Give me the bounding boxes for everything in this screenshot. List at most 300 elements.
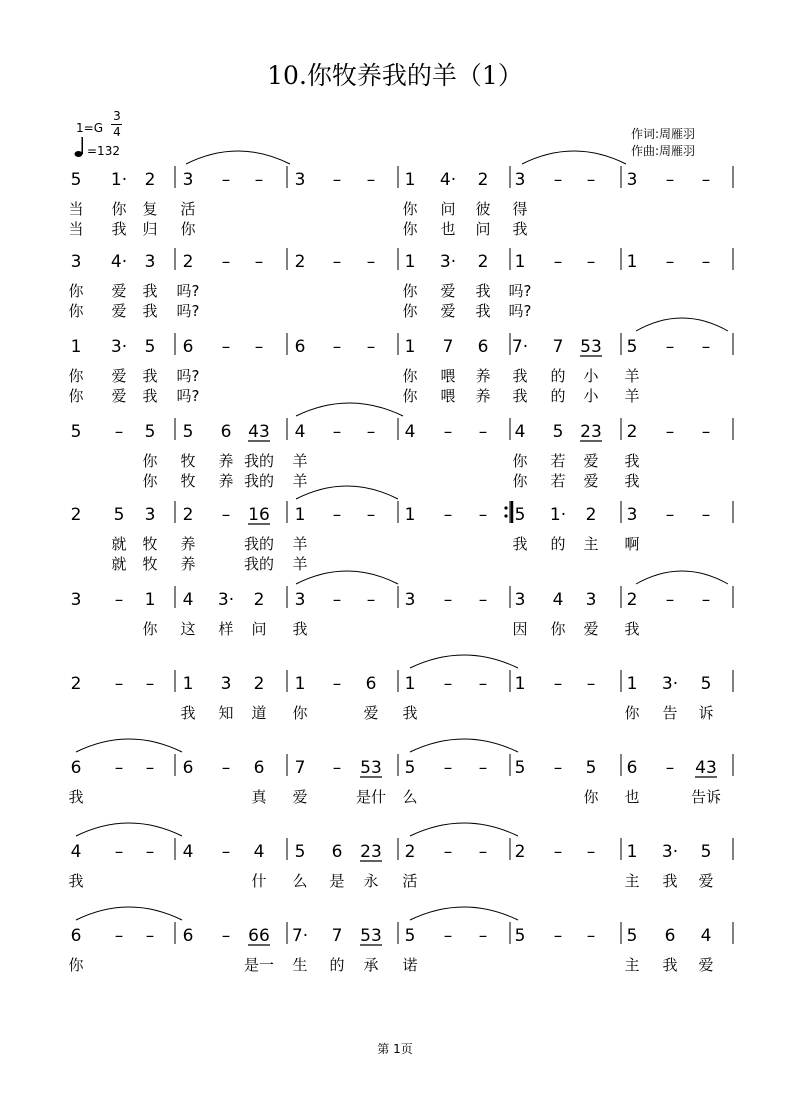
- jianpu-note: –: [221, 842, 231, 862]
- lyric-syllable: 养: [218, 452, 234, 470]
- lyricist-credit: 作词:周雁羽: [631, 127, 696, 141]
- lyric-syllable: 养: [475, 387, 491, 405]
- jianpu-note: 6: [70, 926, 82, 946]
- jianpu-note: 3: [220, 674, 232, 694]
- jianpu-note: 16: [248, 505, 270, 525]
- jianpu-note: –: [254, 252, 264, 272]
- jianpu-note: –: [221, 170, 231, 190]
- jianpu-note: –: [114, 842, 124, 862]
- tempo-marking: =132: [87, 144, 120, 158]
- jianpu-note: 6: [294, 337, 306, 357]
- lyric-syllable: 活: [180, 200, 196, 218]
- jianpu-note: –: [701, 505, 711, 525]
- lyric-syllable: 真: [251, 788, 267, 806]
- lyric-syllable: 养: [475, 367, 491, 385]
- jianpu-note: –: [665, 422, 675, 442]
- lyric-syllable: 爱: [583, 452, 599, 470]
- jianpu-note: 2: [253, 674, 265, 694]
- lyric-syllable: 若: [550, 452, 566, 470]
- tie-arc: [76, 907, 182, 920]
- lyric-syllable: 我: [624, 620, 640, 638]
- jianpu-note: 3: [70, 252, 82, 272]
- lyric-syllable: 道: [251, 704, 267, 722]
- lyric-syllable: 生: [292, 956, 308, 974]
- time-signature-top: 3: [113, 109, 121, 123]
- lyric-syllable: 也: [440, 220, 456, 238]
- jianpu-note: 3·: [110, 337, 128, 357]
- lyric-syllable: 小: [583, 387, 599, 405]
- lyric-syllable: 我: [662, 872, 678, 890]
- lyric-syllable: 你: [402, 387, 418, 405]
- jianpu-note: 7: [294, 758, 306, 778]
- lyric-syllable: 我: [292, 620, 308, 638]
- jianpu-note: 3·: [661, 674, 679, 694]
- jianpu-note: –: [443, 842, 453, 862]
- jianpu-note: 6: [365, 674, 377, 694]
- tie-arc: [296, 403, 403, 416]
- jianpu-note: 6: [477, 337, 489, 357]
- lyric-syllable: 因: [512, 620, 528, 638]
- time-signature-bottom: 4: [113, 125, 121, 139]
- lyric-syllable: 你: [512, 452, 528, 470]
- lyric-syllable: 你: [180, 220, 196, 238]
- lyric-syllable: 你: [68, 282, 84, 300]
- lyric-syllable: 牧: [142, 535, 158, 553]
- lyric-syllable: 得: [512, 200, 528, 218]
- lyric-syllable: 你: [68, 302, 84, 320]
- jianpu-note: 6: [70, 758, 82, 778]
- song-title: 10.你牧养我的羊（1）: [267, 61, 523, 90]
- lyric-syllable: 爱: [292, 788, 308, 806]
- jianpu-note: 5: [514, 505, 526, 525]
- jianpu-note: 6: [182, 926, 194, 946]
- lyric-syllable: 我: [180, 704, 196, 722]
- jianpu-note: 6: [220, 422, 232, 442]
- jianpu-note: –: [114, 926, 124, 946]
- jianpu-note: –: [701, 422, 711, 442]
- jianpu-note: –: [586, 170, 596, 190]
- lyric-syllable: 的: [550, 387, 566, 405]
- lyric-syllable: 喂: [440, 387, 456, 405]
- lyric-syllable: 你: [142, 620, 158, 638]
- lyric-syllable: 爱: [698, 956, 714, 974]
- tie-arc: [296, 571, 398, 584]
- jianpu-note: –: [332, 505, 342, 525]
- jianpu-note: –: [443, 758, 453, 778]
- lyric-syllable: 样: [218, 620, 234, 638]
- jianpu-note: 6: [626, 758, 638, 778]
- jianpu-note: 3: [514, 590, 526, 610]
- jianpu-note: 4: [404, 422, 416, 442]
- lyric-syllable: 你: [142, 452, 158, 470]
- jianpu-note: –: [145, 674, 155, 694]
- jianpu-note: –: [443, 590, 453, 610]
- lyric-syllable: 当: [68, 200, 84, 218]
- jianpu-note: –: [332, 170, 342, 190]
- jianpu-note: 4: [700, 926, 712, 946]
- lyric-syllable: 就: [111, 555, 127, 573]
- jianpu-note: 1: [70, 337, 82, 357]
- lyric-syllable: 我: [68, 788, 84, 806]
- tie-arc: [186, 151, 290, 164]
- jianpu-note: –: [114, 758, 124, 778]
- jianpu-note: –: [366, 170, 376, 190]
- lyric-syllable: 啊: [624, 535, 640, 553]
- lyric-syllable: 羊: [624, 367, 640, 385]
- lyric-syllable: 你: [583, 788, 599, 806]
- lyric-syllable: 也: [624, 788, 640, 806]
- jianpu-note: 7: [442, 337, 454, 357]
- tie-arc: [296, 486, 398, 499]
- lyric-syllable: 我: [111, 220, 127, 238]
- jianpu-note: –: [478, 422, 488, 442]
- lyric-syllable: 牧: [180, 452, 196, 470]
- lyric-syllable: 是什: [355, 788, 387, 806]
- jianpu-note: 3·: [661, 842, 679, 862]
- lyric-syllable: 我的: [243, 472, 275, 490]
- jianpu-note: 5: [514, 926, 526, 946]
- lyric-syllable: 爱: [583, 472, 599, 490]
- jianpu-note: 3·: [439, 252, 457, 272]
- jianpu-note: –: [553, 758, 563, 778]
- jianpu-note: –: [665, 505, 675, 525]
- lyric-syllable: 吗?: [176, 302, 200, 320]
- tie-arc: [410, 907, 518, 920]
- tie-arc: [410, 739, 518, 752]
- lyric-syllable: 问: [440, 200, 456, 218]
- jianpu-note: 1: [294, 505, 306, 525]
- lyric-syllable: 你: [68, 387, 84, 405]
- jianpu-note: 5: [182, 422, 194, 442]
- tie-arc: [76, 739, 182, 752]
- jianpu-note: –: [366, 422, 376, 442]
- lyric-syllable: 吗?: [508, 302, 532, 320]
- jianpu-note: 4: [182, 590, 194, 610]
- lyric-syllable: 我: [402, 704, 418, 722]
- jianpu-note: 5: [294, 842, 306, 862]
- lyric-syllable: 你: [402, 282, 418, 300]
- lyric-syllable: 牧: [180, 472, 196, 490]
- lyric-syllable: 你: [624, 704, 640, 722]
- jianpu-note: 4: [514, 422, 526, 442]
- jianpu-note: 3·: [217, 590, 235, 610]
- jianpu-note: 1: [626, 674, 638, 694]
- lyric-syllable: 我: [475, 302, 491, 320]
- lyric-syllable: 若: [550, 472, 566, 490]
- lyric-syllable: 我: [142, 282, 158, 300]
- jianpu-note: 2: [70, 505, 82, 525]
- lyric-syllable: 我: [142, 367, 158, 385]
- lyric-syllable: 承: [363, 956, 379, 974]
- jianpu-note: 3: [585, 590, 597, 610]
- lyric-syllable: 养: [180, 535, 196, 553]
- jianpu-note: 5: [585, 758, 597, 778]
- jianpu-note: 5: [144, 337, 156, 357]
- jianpu-note: 5: [552, 422, 564, 442]
- jianpu-note: 4: [182, 842, 194, 862]
- lyric-syllable: 你: [550, 620, 566, 638]
- jianpu-note: –: [586, 926, 596, 946]
- lyric-syllable: 问: [251, 620, 267, 638]
- lyric-syllable: 么: [402, 788, 418, 806]
- jianpu-note: 4·: [110, 252, 128, 272]
- jianpu-note: –: [145, 926, 155, 946]
- lyric-syllable: 你: [68, 367, 84, 385]
- lyric-syllable: 羊: [292, 472, 308, 490]
- jianpu-note: –: [145, 758, 155, 778]
- lyric-syllable: 我: [512, 367, 528, 385]
- lyric-syllable: 是一: [243, 956, 275, 974]
- jianpu-note: –: [332, 252, 342, 272]
- lyric-syllable: 么: [292, 872, 308, 890]
- jianpu-note: 3: [144, 252, 156, 272]
- jianpu-note: 1: [144, 590, 156, 610]
- jianpu-note: 2: [182, 505, 194, 525]
- jianpu-note: 4: [70, 842, 82, 862]
- jianpu-note: 1·: [110, 170, 128, 190]
- jianpu-note: 5: [404, 758, 416, 778]
- jianpu-note: –: [553, 926, 563, 946]
- jianpu-note: 1: [626, 252, 638, 272]
- lyric-syllable: 爱: [111, 387, 127, 405]
- jianpu-note: 7·: [511, 337, 529, 357]
- jianpu-note: –: [701, 590, 711, 610]
- lyric-syllable: 你: [68, 956, 84, 974]
- jianpu-note: –: [443, 505, 453, 525]
- lyric-syllable: 爱: [111, 302, 127, 320]
- jianpu-note: –: [366, 505, 376, 525]
- lyric-syllable: 喂: [440, 367, 456, 385]
- lyric-syllable: 诉: [698, 704, 714, 722]
- jianpu-note: 7·: [291, 926, 309, 946]
- jianpu-note: 4: [294, 422, 306, 442]
- lyric-syllable: 知: [218, 704, 234, 722]
- lyric-syllable: 告: [662, 704, 678, 722]
- jianpu-note: 2: [294, 252, 306, 272]
- lyric-syllable: 羊: [292, 555, 308, 573]
- lyric-syllable: 主: [624, 956, 640, 974]
- jianpu-note: 43: [248, 422, 270, 442]
- jianpu-note: 53: [580, 337, 602, 357]
- jianpu-note: 2: [144, 170, 156, 190]
- repeat-dot: [504, 506, 507, 509]
- jianpu-note: –: [443, 422, 453, 442]
- jianpu-note: –: [478, 674, 488, 694]
- jianpu-note: 1: [514, 674, 526, 694]
- jianpu-note: 43: [695, 758, 717, 778]
- jianpu-note: 1·: [549, 505, 567, 525]
- jianpu-note: –: [332, 590, 342, 610]
- lyric-syllable: 吗?: [176, 282, 200, 300]
- jianpu-note: –: [366, 337, 376, 357]
- lyric-syllable: 小: [583, 367, 599, 385]
- jianpu-note: –: [221, 758, 231, 778]
- lyric-syllable: 我: [68, 872, 84, 890]
- lyric-syllable: 诺: [402, 956, 418, 974]
- jianpu-note: 5: [514, 758, 526, 778]
- jianpu-note: 6: [182, 758, 194, 778]
- jianpu-note: 6: [253, 758, 265, 778]
- lyric-syllable: 爱: [440, 282, 456, 300]
- jianpu-note: 1: [404, 337, 416, 357]
- jianpu-note: 5: [700, 842, 712, 862]
- lyric-syllable: 你: [512, 472, 528, 490]
- jianpu-note: 3: [514, 170, 526, 190]
- lyric-syllable: 爱: [363, 704, 379, 722]
- jianpu-note: –: [221, 505, 231, 525]
- tie-arc: [410, 655, 518, 668]
- page-number: 第 1页: [377, 1042, 413, 1056]
- jianpu-note: 2: [70, 674, 82, 694]
- jianpu-note: –: [701, 252, 711, 272]
- jianpu-note: 1: [294, 674, 306, 694]
- lyric-syllable: 我: [624, 452, 640, 470]
- jianpu-note: 2: [477, 170, 489, 190]
- jianpu-note: 5: [404, 926, 416, 946]
- lyric-syllable: 我的: [243, 452, 275, 470]
- composer-credit: 作曲:周雁羽: [631, 144, 696, 158]
- lyric-syllable: 这: [180, 620, 196, 638]
- jianpu-note: 1: [626, 842, 638, 862]
- jianpu-note: –: [332, 422, 342, 442]
- jianpu-note: –: [221, 926, 231, 946]
- jianpu-note: 2: [182, 252, 194, 272]
- jianpu-note: 1: [182, 674, 194, 694]
- lyric-syllable: 你: [142, 472, 158, 490]
- jianpu-note: 3: [182, 170, 194, 190]
- jianpu-note: –: [443, 926, 453, 946]
- jianpu-note: 6: [331, 842, 343, 862]
- jianpu-note: 2: [514, 842, 526, 862]
- jianpu-note: –: [366, 252, 376, 272]
- jianpu-note: –: [586, 674, 596, 694]
- lyric-syllable: 永: [363, 872, 379, 890]
- jianpu-note: –: [478, 926, 488, 946]
- key-signature: 1=G: [76, 121, 103, 135]
- jianpu-note: 1: [404, 505, 416, 525]
- jianpu-note: –: [665, 590, 675, 610]
- jianpu-note: 5: [626, 926, 638, 946]
- lyric-syllable: 归: [142, 220, 158, 238]
- jianpu-note: 2: [477, 252, 489, 272]
- lyric-syllable: 我的: [243, 535, 275, 553]
- jianpu-note: 2: [404, 842, 416, 862]
- jianpu-note: 4: [253, 842, 265, 862]
- jianpu-note: 3: [626, 170, 638, 190]
- jianpu-note: 66: [248, 926, 270, 946]
- jianpu-note: –: [332, 758, 342, 778]
- lyric-syllable: 是: [329, 872, 345, 890]
- lyric-syllable: 问: [475, 220, 491, 238]
- jianpu-note: 2: [626, 590, 638, 610]
- lyric-syllable: 吗?: [176, 387, 200, 405]
- jianpu-note: –: [254, 337, 264, 357]
- lyric-syllable: 主: [583, 535, 599, 553]
- jianpu-note: –: [114, 422, 124, 442]
- lyric-syllable: 的: [550, 367, 566, 385]
- lyric-syllable: 的: [329, 956, 345, 974]
- lyric-syllable: 什: [251, 872, 267, 890]
- jianpu-note: 3: [404, 590, 416, 610]
- lyric-syllable: 我: [512, 387, 528, 405]
- jianpu-note: –: [478, 590, 488, 610]
- jianpu-note: 3: [70, 590, 82, 610]
- lyric-syllable: 爱: [440, 302, 456, 320]
- jianpu-note: 2: [585, 505, 597, 525]
- lyric-syllable: 主: [624, 872, 640, 890]
- jianpu-note: 2: [253, 590, 265, 610]
- jianpu-note: –: [114, 590, 124, 610]
- jianpu-note: 1: [404, 252, 416, 272]
- jianpu-note: 23: [360, 842, 382, 862]
- lyric-syllable: 爱: [698, 872, 714, 890]
- lyric-syllable: 复: [142, 200, 158, 218]
- lyric-syllable: 爱: [111, 367, 127, 385]
- lyric-syllable: 养: [180, 555, 196, 573]
- jianpu-note: –: [366, 590, 376, 610]
- lyric-syllable: 我: [624, 472, 640, 490]
- repeat-dot: [504, 514, 507, 517]
- jianpu-note: –: [254, 170, 264, 190]
- lyric-syllable: 你: [402, 200, 418, 218]
- jianpu-note: 1: [404, 170, 416, 190]
- jianpu-note: –: [665, 252, 675, 272]
- jianpu-note: –: [145, 842, 155, 862]
- lyric-syllable: 活: [402, 872, 418, 890]
- jianpu-note: –: [114, 674, 124, 694]
- jianpu-note: 3: [144, 505, 156, 525]
- lyric-syllable: 彼: [475, 200, 491, 218]
- jianpu-note: 3: [294, 170, 306, 190]
- jianpu-note: –: [701, 337, 711, 357]
- jianpu-note: 5: [700, 674, 712, 694]
- lyric-syllable: 我: [142, 387, 158, 405]
- jianpu-note: 53: [360, 758, 382, 778]
- lyric-syllable: 我: [512, 535, 528, 553]
- jianpu-note: 5: [113, 505, 125, 525]
- lyric-syllable: 羊: [292, 535, 308, 553]
- lyric-syllable: 羊: [624, 387, 640, 405]
- lyric-syllable: 吗?: [508, 282, 532, 300]
- jianpu-note: 7: [552, 337, 564, 357]
- jianpu-note: 5: [144, 422, 156, 442]
- jianpu-note: 7: [331, 926, 343, 946]
- jianpu-note: 1: [514, 252, 526, 272]
- jianpu-note: –: [553, 252, 563, 272]
- jianpu-note: –: [553, 170, 563, 190]
- jianpu-note: 6: [182, 337, 194, 357]
- jianpu-note: 4: [552, 590, 564, 610]
- jianpu-note: –: [332, 674, 342, 694]
- jianpu-note: –: [443, 674, 453, 694]
- tie-arc: [636, 571, 728, 584]
- tie-arc: [636, 318, 728, 331]
- lyric-syllable: 就: [111, 535, 127, 553]
- jianpu-note: 5: [70, 170, 82, 190]
- lyric-syllable: 吗?: [176, 367, 200, 385]
- lyric-syllable: 当: [68, 220, 84, 238]
- lyric-syllable: 我: [142, 302, 158, 320]
- lyric-syllable: 我: [512, 220, 528, 238]
- lyric-syllable: 我: [475, 282, 491, 300]
- jianpu-note: 5: [626, 337, 638, 357]
- jianpu-note: 3: [626, 505, 638, 525]
- tie-arc: [410, 823, 518, 836]
- jianpu-note: –: [478, 758, 488, 778]
- jianpu-note: –: [221, 252, 231, 272]
- jianpu-note: –: [665, 337, 675, 357]
- jianpu-note: –: [553, 842, 563, 862]
